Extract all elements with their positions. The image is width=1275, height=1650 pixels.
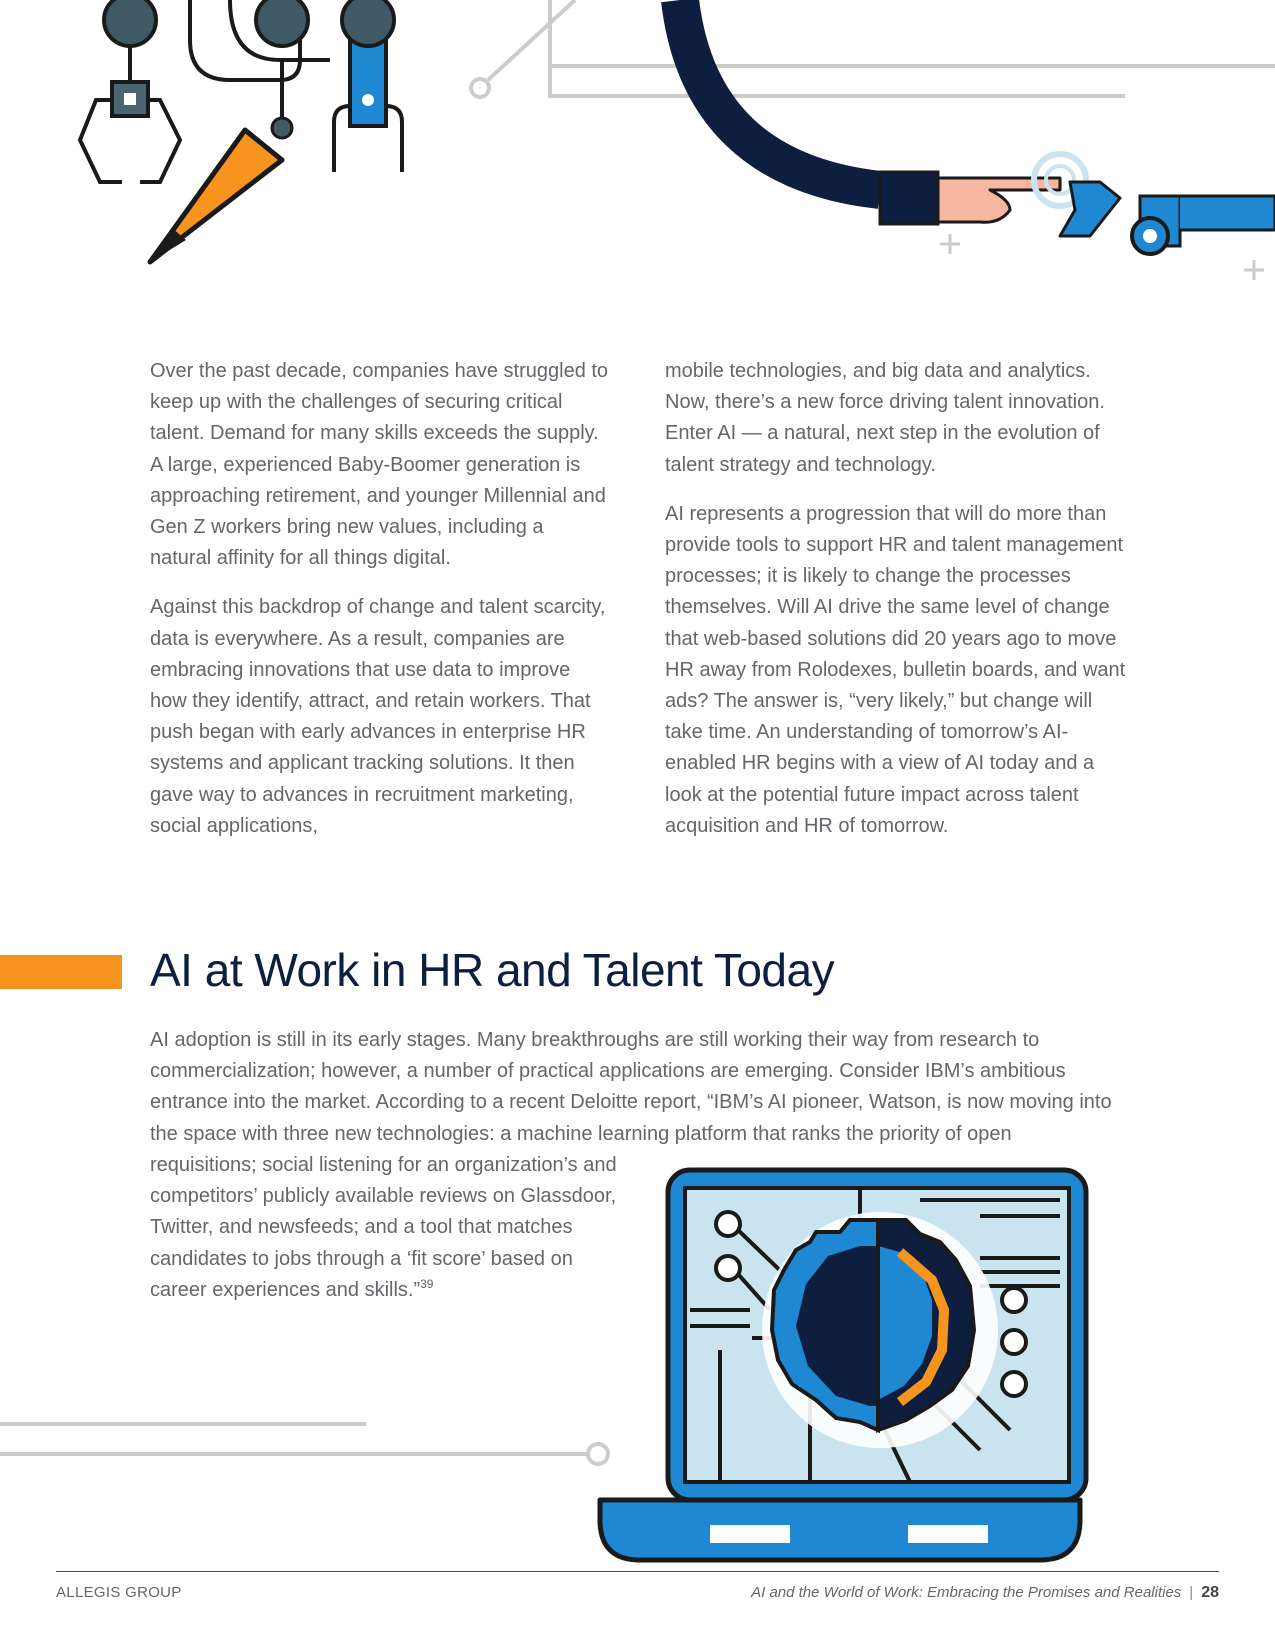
robotic-gripper-icon (80, 0, 330, 182)
robot-arm-icon (334, 0, 402, 172)
page-number: 28 (1201, 1584, 1219, 1601)
section-intro-continued (150, 1150, 620, 1306)
circuit-line (0, 1400, 620, 1470)
body-column-left (150, 356, 610, 860)
top-illustration (0, 0, 1275, 310)
footer-divider (56, 1571, 1219, 1572)
paragraph: Over the past decade, companies have struggled to keep up with the challenges of securing critical talent. Demand for many skills exceeds the supply. A large, experienced Baby-Boomer generation is approaching retirement, and younger Millennial and Gen Z workers bring new values, including a natural affinity for all things digital. (150, 360, 609, 570)
robot-hand-icon (1034, 154, 1275, 254)
body-column-right (665, 356, 1135, 860)
human-hand-icon (680, 0, 1060, 224)
section-intro-text: requisitions; social listening for an organization’s and competitors’ publicly available reviews on Glassdoor, Twitter, and newsfeeds; and a tool that matches candidates to jobs through a ‘fit score’ based on career experiences and skills.” (150, 1154, 617, 1301)
section-intro-paragraph: AI adoption is still in its early stages. Many breakthroughs are still working their way from research to commercialization; however, a number of practical applications are emerging. Consider IBM’s ambitious entrance into the market. According to a recent Deloitte report, “IBM’s AI pioneer, Watson, is now moving into the space with three new technologies: a machine learning platform that ranks the priority of open (150, 1029, 1112, 1145)
paragraph: AI represents a progression that will do more than provide tools to support HR and talent management processes; it is likely to change the processes themselves. Will AI drive the same level of change that web-based solutions did 20 years ago to move HR away from Rolodexes, bulletin boards, and want ads? The answer is, “very likely,” but change will take time. An understanding of tomorrow’s AI-enabled HR begins with a view of AI today and a look at the potential future impact across talent acquisition and HR of tomorrow. (665, 502, 1126, 837)
paragraph: mobile technologies, and big data and analytics. Now, there’s a new force driving talent innovation. Enter AI — a natural, next step in the evolution of talent strategy and technology. (665, 360, 1105, 476)
footnote-marker: 39 (420, 1276, 434, 1291)
paragraph: Against this backdrop of change and talent scarcity, data is everywhere. As a result, companies are embracing innovations that use data to improve how they identify, attract, and retain workers. That push began with early advances in enterprise HR systems and applicant tracking solutions. It then gave way to advances in recruitment marketing, social applications, (150, 596, 606, 837)
footer-separator: | (1189, 1584, 1194, 1601)
footer-right (751, 1584, 1219, 1602)
footer-document-title: AI and the World of Work: Embracing the Promises and Realities (751, 1584, 1182, 1601)
section-title: AI at Work in HR and Talent Today (150, 944, 835, 996)
section-accent-bar (0, 955, 122, 989)
footer-company: ALLEGIS GROUP (56, 1584, 182, 1601)
laptop-icon (560, 1160, 1120, 1580)
